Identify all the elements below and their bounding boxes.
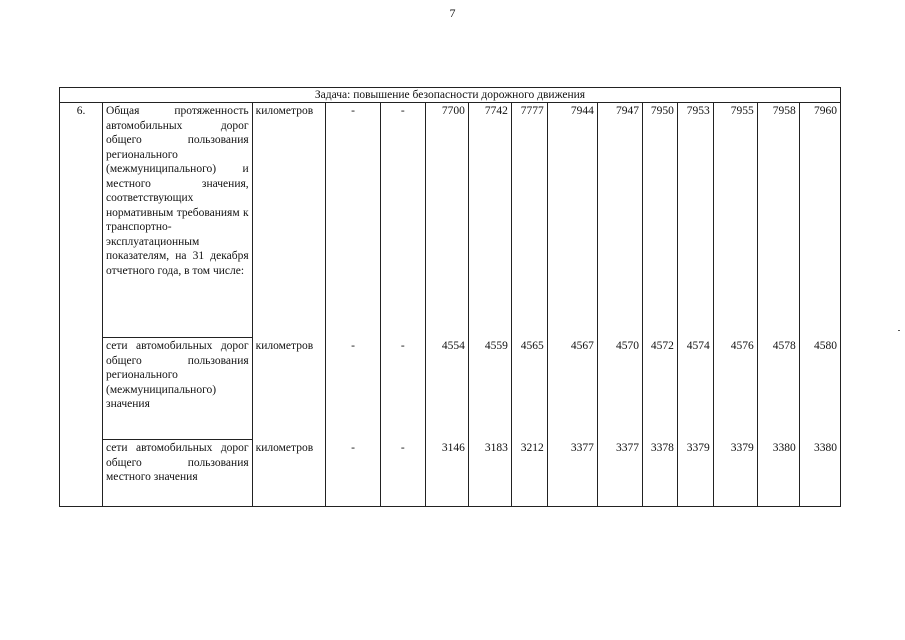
indicator-description: сети автомобильных дорог общего пользования регионального (межмуниципального) значения — [103, 338, 253, 440]
value-cell: 4554 — [425, 338, 468, 440]
value-cell: 3378 — [643, 440, 678, 507]
row-number — [60, 338, 103, 440]
value-cell: 4565 — [511, 338, 547, 440]
value-cell: 3146 — [425, 440, 468, 507]
value-cell: 4559 — [468, 338, 511, 440]
unit-cell: километров — [252, 338, 326, 440]
value-cell: 7944 — [547, 103, 597, 338]
value-cell: 7700 — [425, 103, 468, 338]
base-value-2: - — [380, 103, 425, 338]
value-cell: 3380 — [799, 440, 840, 507]
table-row — [60, 103, 841, 338]
value-cell: 3379 — [713, 440, 757, 507]
value-cell: 3379 — [677, 440, 713, 507]
value-cell: 7958 — [757, 103, 799, 338]
value-cell: 3212 — [511, 440, 547, 507]
scan-edge-mark — [898, 330, 900, 331]
value-cell: 3377 — [597, 440, 642, 507]
table-row — [60, 338, 841, 440]
value-cell: 4570 — [597, 338, 642, 440]
unit-cell: километров — [252, 440, 326, 507]
base-value-1: - — [326, 103, 380, 338]
value-cell: 4578 — [757, 338, 799, 440]
unit-cell: километров — [252, 103, 326, 338]
row-number — [60, 440, 103, 507]
base-value-2: - — [380, 440, 425, 507]
indicators-table — [59, 87, 841, 507]
value-cell: 4576 — [713, 338, 757, 440]
value-cell: 4580 — [799, 338, 840, 440]
task-header: Задача: повышение безопасности дорожного движения — [60, 88, 841, 103]
value-cell: 3380 — [757, 440, 799, 507]
value-cell: 4574 — [677, 338, 713, 440]
row-number: 6. — [60, 103, 103, 338]
indicator-description: Общая протяженность автомобильных дорог общего пользования регионального (межмуниципального) и местного значения, соответствующих нормативным требованиям к транспортно-эксплуатационным показателям, на 31 декабря отчетного года, в том числе: — [103, 103, 253, 338]
base-value-2: - — [380, 338, 425, 440]
value-cell: 7742 — [468, 103, 511, 338]
value-cell: 7947 — [597, 103, 642, 338]
value-cell: 7950 — [643, 103, 678, 338]
base-value-1: - — [326, 440, 380, 507]
table-row — [60, 440, 841, 507]
value-cell: 4572 — [643, 338, 678, 440]
task-header-row — [60, 88, 841, 103]
value-cell: 3377 — [547, 440, 597, 507]
value-cell: 7960 — [799, 103, 840, 338]
page-number: 7 — [449, 6, 456, 20]
indicator-description: сети автомобильных дорог общего пользования местного значения — [103, 440, 253, 507]
value-cell: 3183 — [468, 440, 511, 507]
base-value-1: - — [326, 338, 380, 440]
value-cell: 7953 — [677, 103, 713, 338]
value-cell: 4567 — [547, 338, 597, 440]
value-cell: 7955 — [713, 103, 757, 338]
value-cell: 7777 — [511, 103, 547, 338]
